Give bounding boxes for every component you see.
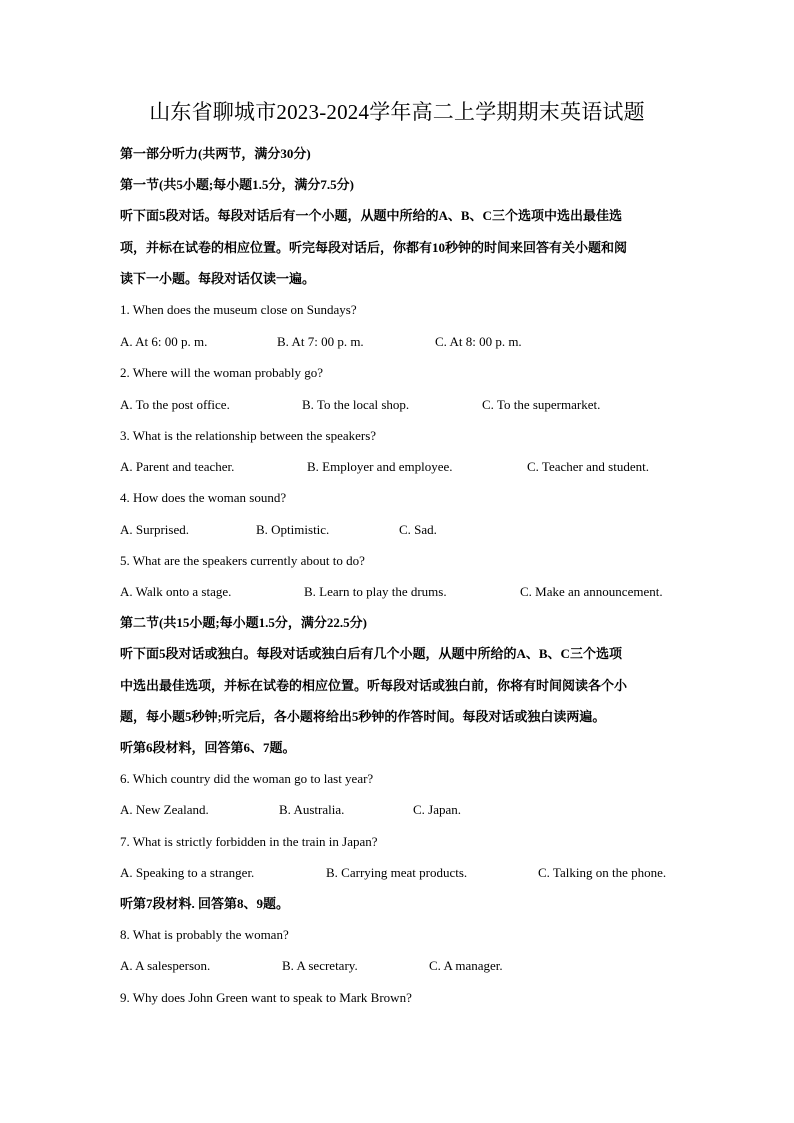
page-title: 山东省聊城市2023-2024学年高二上学期期末英语试题 xyxy=(149,100,645,124)
option-c: C. Japan. xyxy=(413,802,462,817)
option-c: C. A manager. xyxy=(429,958,503,973)
option-c: C. Talking on the phone. xyxy=(538,865,667,880)
question-5: 5. What are the speakers currently about to do? xyxy=(120,553,365,568)
section2-instruction-line: 中选出最佳选项，并标在试卷的相应位置。听每段对话或独白前，你将有时间阅读各个小 xyxy=(120,678,628,693)
question-4: 4. How does the woman sound? xyxy=(120,490,287,505)
option-b: B. Optimistic. xyxy=(256,522,330,537)
material-7-instruction: 听第7段材料. 回答第8、9题。 xyxy=(120,896,290,911)
option-a: A. Surprised. xyxy=(120,522,189,537)
option-a: A. At 6: 00 p. m. xyxy=(120,334,208,349)
question-3: 3. What is the relationship between the speakers? xyxy=(120,428,377,443)
option-b: B. At 7: 00 p. m. xyxy=(277,334,364,349)
section2-heading: 第二节(共15小题;每小题1.5分，满分22.5分) xyxy=(120,615,367,630)
question-1: 1. When does the museum close on Sundays? xyxy=(120,302,357,317)
option-b: B. Australia. xyxy=(279,802,345,817)
section1-instruction-line: 听下面5段对话。每段对话后有一个小题，从题中所给的A、B、C三个选项中选出最佳选 xyxy=(120,208,622,223)
option-c: C. Teacher and student. xyxy=(527,459,649,474)
option-c: C. At 8: 00 p. m. xyxy=(435,334,522,349)
option-a: A. A salesperson. xyxy=(120,958,211,973)
option-a: A. Walk onto a stage. xyxy=(120,584,232,599)
option-b: B. Carrying meat products. xyxy=(326,865,468,880)
question-7: 7. What is strictly forbidden in the train in Japan? xyxy=(120,834,378,849)
section2-instruction-line: 题，每小题5秒钟;听完后，各小题将给出5秒钟的作答时间。每段对话或独白读两遍。 xyxy=(120,709,606,724)
section1-instruction-line: 读下一小题。每段对话仅读一遍。 xyxy=(120,271,316,286)
section1-heading: 第一节(共5小题;每小题1.5分，满分7.5分) xyxy=(120,177,354,192)
option-a: A. Speaking to a stranger. xyxy=(120,865,255,880)
option-a: A. To the post office. xyxy=(120,397,230,412)
question-8: 8. What is probably the woman? xyxy=(120,927,289,942)
question-9: 9. Why does John Green want to speak to Mark Brown? xyxy=(120,990,412,1005)
option-b: B. A secretary. xyxy=(282,958,358,973)
section2-instruction-line: 听下面5段对话或独白。每段对话或独白后有几个小题，从题中所给的A、B、C三个选项 xyxy=(120,646,622,661)
option-b: B. Learn to play the drums. xyxy=(304,584,447,599)
material-6-instruction: 听第6段材料，回答第6、7题。 xyxy=(120,740,296,755)
question-6: 6. Which country did the woman go to last year? xyxy=(120,771,374,786)
option-c: C. Make an announcement. xyxy=(520,584,663,599)
option-b: B. Employer and employee. xyxy=(307,459,453,474)
option-b: B. To the local shop. xyxy=(302,397,410,412)
option-c: C. To the supermarket. xyxy=(482,397,601,412)
part1-heading: 第一部分听力(共两节，满分30分) xyxy=(120,146,311,161)
option-a: A. Parent and teacher. xyxy=(120,459,235,474)
section1-instruction-line: 项，并标在试卷的相应位置。听完每段对话后，你都有10秒钟的时间来回答有关小题和阅 xyxy=(120,240,628,255)
option-a: A. New Zealand. xyxy=(120,802,209,817)
option-c: C. Sad. xyxy=(399,522,437,537)
question-2: 2. Where will the woman probably go? xyxy=(120,365,324,380)
